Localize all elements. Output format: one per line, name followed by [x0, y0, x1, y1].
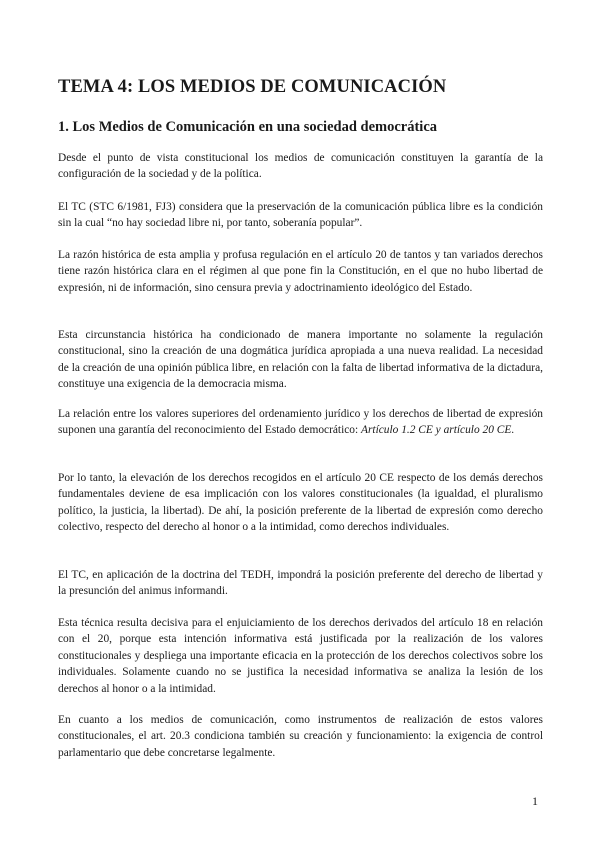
paragraph: Esta técnica resulta decisiva para el enjuiciamiento de los derechos derivados del artículo 18 en relación con el 20, porque esta intención informativa está justificada por la realización de los valores constitucionales y despliega una importante eficacia en la protección de los derechos colectivos sobre los individuales. Solamente cuando no se justifica la necesidad informativa se analiza la lesión de los derechos al honor o a la intimidad.: [58, 617, 543, 695]
paragraph: El TC, en aplicación de la doctrina del TEDH, impondrá la posición preferente del derecho de libertad y la presunción del animus informandi.: [58, 569, 543, 598]
page-title: TEMA 4: LOS MEDIOS DE COMUNICACIÓN: [58, 77, 447, 97]
paragraph: Por lo tanto, la elevación de los derechos recogidos en el artículo 20 CE respecto de los demás derechos fundamentales deviene de esa implicación con los valores constitucionales (la igualdad, el pluralismo político, la justicia, la libertad). De ahí, la posición preferente de la libertad de expresión como derecho colectivo, respecto del derecho al honor o a la intimidad, como derechos individuales.: [58, 472, 543, 534]
paragraph: Desde el punto de vista constitucional los medios de comunicación constituyen la garantía de la configuración de la sociedad y de la política.: [58, 152, 543, 181]
paragraph: En cuanto a los medios de comunicación, como instrumentos de realización de estos valores constitucionales, el art. 20.3 condiciona también su creación y funcionamiento: la exigencia de control parlamentario que debe concretarse legalmente.: [58, 714, 543, 759]
paragraph: El TC (STC 6/1981, FJ3) considera que la preservación de la comunicación pública libre es la condición sin la cual “no hay sociedad libre ni, por tanto, soberanía popular”.: [58, 201, 543, 230]
paragraph-end: .: [511, 424, 515, 437]
paragraph: La razón histórica de esta amplia y profusa regulación en el artículo 20 de tantos y tan variados derechos tiene razón histórica clara en el régimen al que pone fin la Constitución, en el que no hubo libertad de expresión, ni de información, sino censura previa y adoctrinamiento ideológico del Estado.: [58, 249, 543, 294]
page-number: 1: [532, 794, 538, 808]
paragraph-text: La relación entre los valores superiores del ordenamiento jurídico y los derechos de libertad de expresión suponen una garantía del reconocimiento del Estado democrático:: [58, 408, 543, 437]
paragraph: Esta circunstancia histórica ha condicionado de manera importante no solamente la regulación constitucional, sino la creación de una dogmática jurídica apropiada a una nueva realidad. La necesidad de la creación de una opinión pública libre, en relación con la falta de libertad informativa de la dictadura, constituye una exigencia de la democracia misma.: [58, 329, 543, 391]
paragraph: [58, 406, 543, 439]
section-heading: 1. Los Medios de Comunicación en una sociedad democrática: [58, 119, 438, 135]
article-reference: Artículo 1.2 CE y artículo 20 CE: [361, 424, 512, 437]
